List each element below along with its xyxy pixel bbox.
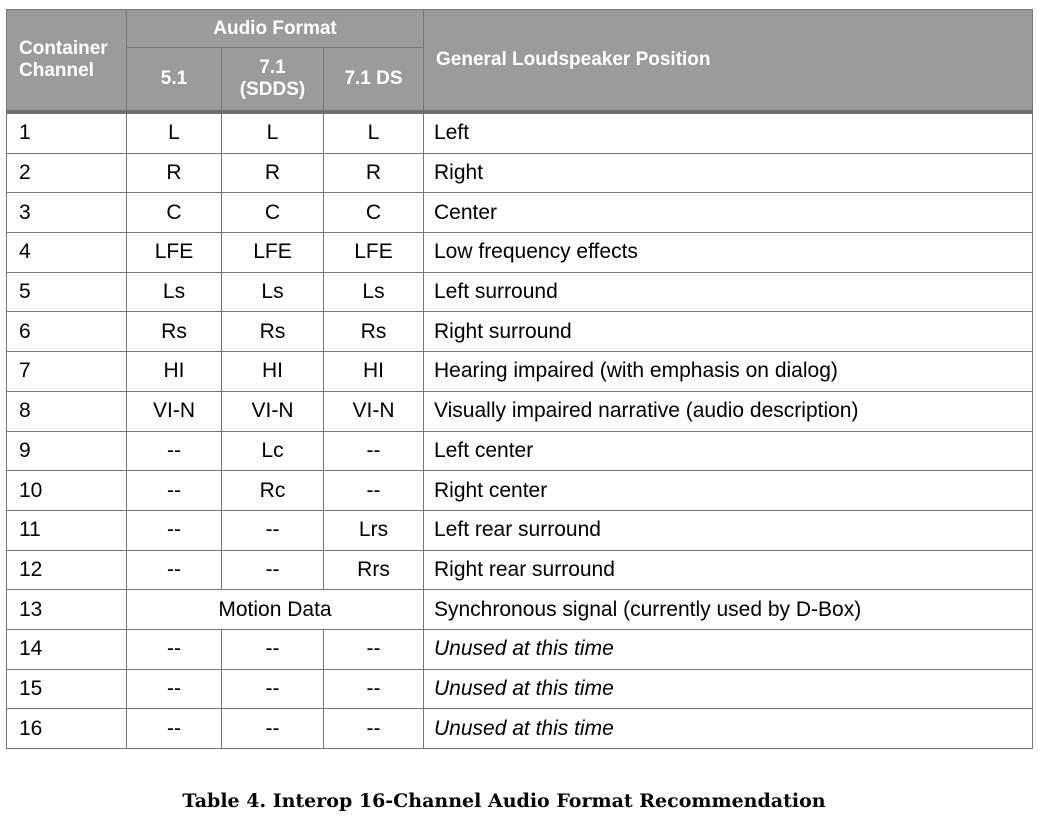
format-5-1-cell: LFE	[127, 233, 222, 273]
table-row	[7, 669, 1033, 709]
table-row	[7, 193, 1033, 233]
format-5-1-cell: C	[127, 193, 222, 233]
position-cell: Visually impaired narrative (audio description)	[424, 391, 1033, 431]
format-header-7-1-ds	[324, 48, 424, 113]
position-cell: Unused at this time	[424, 709, 1033, 749]
format-7-1-ds-cell: LFE	[324, 233, 424, 273]
table-row	[7, 590, 1033, 630]
format-7-1-ds-cell: --	[324, 471, 424, 511]
format-7-1-sdds-cell: --	[222, 550, 324, 590]
general-position-header: General Loudspeaker Position	[424, 10, 1033, 113]
format-header-7-1-ds-label: 7.1 DS	[344, 68, 403, 89]
position-cell: Left surround	[424, 272, 1033, 312]
format-7-1-sdds-cell: R	[222, 153, 324, 193]
format-7-1-ds-cell: --	[324, 669, 424, 709]
format-7-1-sdds-cell: --	[222, 629, 324, 669]
table-row	[7, 272, 1033, 312]
format-5-1-cell: --	[127, 669, 222, 709]
format-header-5-1-label: 5.1	[160, 68, 188, 89]
container-channel-header	[7, 10, 127, 113]
table-row	[7, 471, 1033, 511]
table-row	[7, 709, 1033, 749]
motion-data-cell: Motion Data	[127, 590, 424, 630]
format-7-1-sdds-cell: VI-N	[222, 391, 324, 431]
channel-cell: 1	[7, 112, 127, 153]
format-5-1-cell: HI	[127, 352, 222, 392]
format-7-1-sdds-cell: --	[222, 669, 324, 709]
table-caption: Table 4. Interop 16-Channel Audio Format Recommendation	[182, 790, 826, 812]
format-7-1-ds-cell: Rrs	[324, 550, 424, 590]
format-5-1-cell: --	[127, 471, 222, 511]
channel-cell: 10	[7, 471, 127, 511]
format-7-1-ds-cell: --	[324, 431, 424, 471]
format-header-7-1-label: 7.1	[259, 57, 286, 78]
channel-cell: 14	[7, 629, 127, 669]
position-cell: Synchronous signal (currently used by D-Box)	[424, 590, 1033, 630]
format-5-1-cell: --	[127, 510, 222, 550]
table-header	[7, 10, 1033, 113]
position-cell: Hearing impaired (with emphasis on dialog)	[424, 352, 1033, 392]
table-row	[7, 312, 1033, 352]
position-cell: Right surround	[424, 312, 1033, 352]
table-row	[7, 352, 1033, 392]
audio-format-header: Audio Format	[127, 10, 424, 48]
table-row	[7, 629, 1033, 669]
audio-format-table	[6, 9, 1033, 749]
format-5-1-cell: --	[127, 550, 222, 590]
format-5-1-cell: --	[127, 709, 222, 749]
format-header-7-1-sdds	[222, 48, 324, 113]
format-7-1-ds-cell: Ls	[324, 272, 424, 312]
format-5-1-cell: --	[127, 629, 222, 669]
format-7-1-ds-cell: VI-N	[324, 391, 424, 431]
format-7-1-ds-cell: R	[324, 153, 424, 193]
position-cell: Right center	[424, 471, 1033, 511]
position-cell: Right rear surround	[424, 550, 1033, 590]
format-5-1-cell: Ls	[127, 272, 222, 312]
format-7-1-sdds-cell: L	[222, 112, 324, 153]
format-7-1-sdds-cell: LFE	[222, 233, 324, 273]
position-cell: Center	[424, 193, 1033, 233]
format-7-1-ds-cell: L	[324, 112, 424, 153]
format-5-1-cell: L	[127, 112, 222, 153]
format-5-1-cell: R	[127, 153, 222, 193]
table-row	[7, 153, 1033, 193]
format-5-1-cell: --	[127, 431, 222, 471]
format-header-5-1	[127, 48, 222, 113]
format-7-1-ds-cell: Lrs	[324, 510, 424, 550]
channel-cell: 5	[7, 272, 127, 312]
channel-cell: 7	[7, 352, 127, 392]
format-7-1-ds-cell: --	[324, 629, 424, 669]
format-7-1-sdds-cell: C	[222, 193, 324, 233]
channel-cell: 13	[7, 590, 127, 630]
audio-format-table-container	[6, 9, 1032, 749]
channel-cell: 4	[7, 233, 127, 273]
format-7-1-sdds-cell: Ls	[222, 272, 324, 312]
position-cell: Low frequency effects	[424, 233, 1033, 273]
table-row	[7, 431, 1033, 471]
format-5-1-cell: Rs	[127, 312, 222, 352]
position-cell: Unused at this time	[424, 629, 1033, 669]
format-7-1-ds-cell: HI	[324, 352, 424, 392]
format-7-1-sdds-cell: --	[222, 709, 324, 749]
channel-cell: 9	[7, 431, 127, 471]
format-7-1-sdds-cell: --	[222, 510, 324, 550]
position-cell: Left center	[424, 431, 1033, 471]
table-row	[7, 233, 1033, 273]
channel-cell: 3	[7, 193, 127, 233]
channel-cell: 6	[7, 312, 127, 352]
table-row	[7, 550, 1033, 590]
position-cell: Left rear surround	[424, 510, 1033, 550]
channel-cell: 12	[7, 550, 127, 590]
table-row	[7, 112, 1033, 153]
format-7-1-sdds-cell: HI	[222, 352, 324, 392]
format-5-1-cell: VI-N	[127, 391, 222, 431]
position-cell: Right	[424, 153, 1033, 193]
channel-cell: 15	[7, 669, 127, 709]
format-7-1-sdds-cell: Rs	[222, 312, 324, 352]
channel-cell: 8	[7, 391, 127, 431]
position-cell: Left	[424, 112, 1033, 153]
table-row	[7, 510, 1033, 550]
format-7-1-sdds-cell: Lc	[222, 431, 324, 471]
format-7-1-ds-cell: C	[324, 193, 424, 233]
format-7-1-sdds-cell: Rc	[222, 471, 324, 511]
container-channel-header-line1: Container	[19, 38, 108, 59]
position-cell: Unused at this time	[424, 669, 1033, 709]
table-body	[7, 112, 1033, 749]
channel-cell: 11	[7, 510, 127, 550]
channel-cell: 16	[7, 709, 127, 749]
channel-cell: 2	[7, 153, 127, 193]
table-row	[7, 391, 1033, 431]
container-channel-header-line2: Channel	[19, 60, 94, 81]
format-7-1-ds-cell: Rs	[324, 312, 424, 352]
format-7-1-ds-cell: --	[324, 709, 424, 749]
format-header-7-1-sublabel: (SDDS)	[239, 79, 306, 100]
